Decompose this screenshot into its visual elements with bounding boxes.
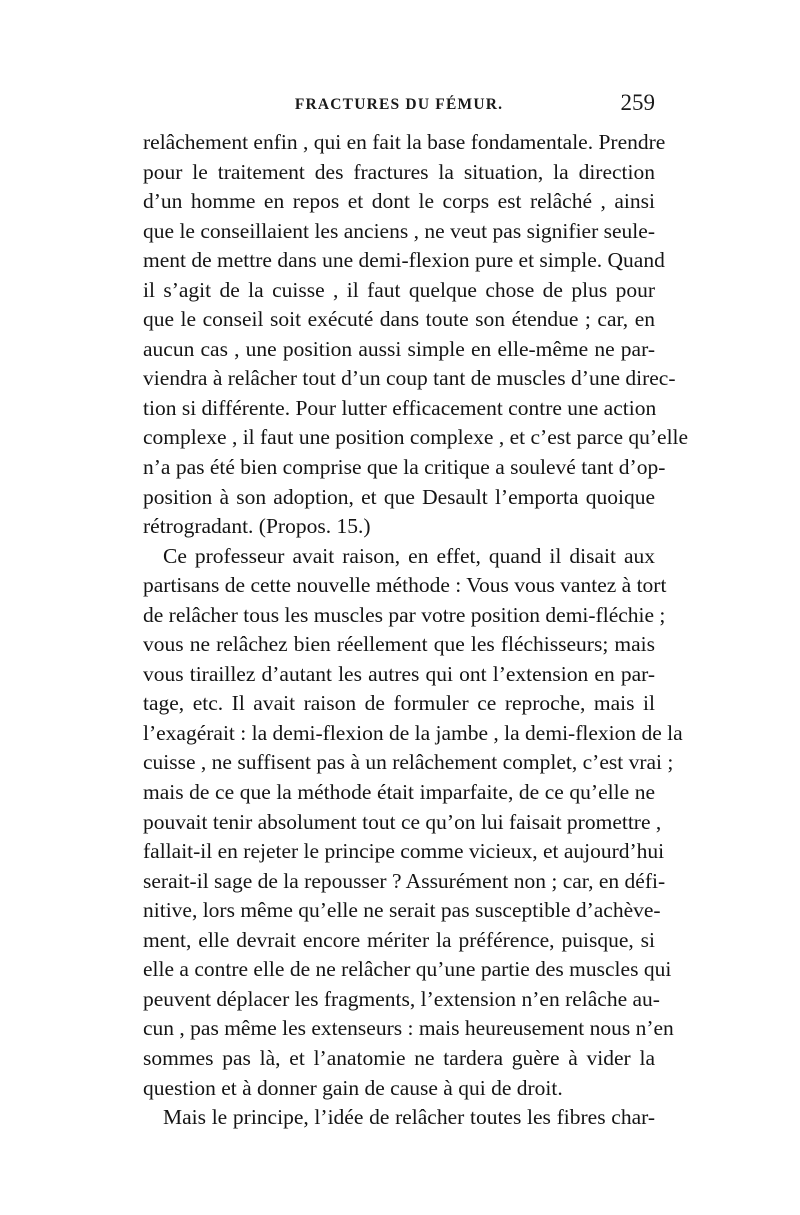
text-line: tage, etc. Il avait raison de formuler ce reproche, mais il — [143, 691, 655, 716]
running-head — [143, 90, 655, 120]
text-line: n’a pas été bien comprise que la critique a soulevé tant d’op- — [143, 455, 666, 480]
text-line: viendra à relâcher tout d’un coup tant de muscles d’une direc- — [143, 366, 676, 391]
paragraph-last-line: question et à donner gain de cause à qui de droit. — [143, 1075, 563, 1100]
text-line: fallait-il en rejeter le principe comme vicieux, et aujourd’hui — [143, 839, 665, 864]
text-line: que le conseillaient les anciens , ne veut pas signifier seule- — [143, 218, 655, 243]
text-line: elle a contre elle de ne relâcher qu’une partie des muscles qui — [143, 957, 672, 982]
text-line: peuvent déplacer les fragments, l’extension n’en relâche au- — [143, 986, 660, 1011]
paragraph-first-line: Ce professeur avait raison, en effet, quand il disait aux — [163, 543, 655, 568]
text-line: partisans de cette nouvelle méthode : Vous vous vantez à tort — [143, 573, 667, 598]
text-line: que le conseil soit exécuté dans toute son étendue ; car, en — [143, 307, 655, 332]
text-line: aucun cas , une position aussi simple en elle-même ne par- — [143, 336, 655, 361]
text-line: de relâcher tous les muscles par votre position demi-fléchie ; — [143, 602, 666, 627]
body-text — [143, 128, 689, 1133]
text-line: cuisse , ne suffisent pas à un relâchement complet, c’est vrai ; — [143, 750, 674, 775]
text-line: vous tiraillez d’autant les autres qui ont l’extension en par- — [143, 661, 655, 686]
paragraph-first-line: Mais le principe, l’idée de relâcher toutes les fibres char- — [163, 1105, 655, 1130]
text-line: il s’agit de la cuisse , il faut quelque chose de plus pour — [143, 277, 655, 302]
text-line: ment, elle devrait encore mériter la préférence, puisque, si — [143, 927, 655, 952]
paragraph-last-line: rétrogradant. (Propos. 15.) — [143, 514, 371, 539]
text-line: l’exagérait : la demi-flexion de la jambe , la demi-flexion de la — [143, 720, 683, 745]
text-line: d’un homme en repos et dont le corps est relâché , ainsi — [143, 189, 655, 214]
page-number: 259 — [620, 90, 655, 115]
text-line: vous ne relâchez bien réellement que les fléchisseurs; mais — [143, 632, 655, 657]
running-title: FRACTURES DU FÉMUR. — [294, 96, 504, 113]
text-line: relâchement enfin , qui en fait la base fondamentale. Prendre — [143, 130, 666, 154]
text-line: serait-il sage de la repousser ? Assurément non ; car, en défi- — [143, 868, 666, 893]
text-line: sommes pas là, et l’anatomie ne tardera guère à vider la — [143, 1045, 655, 1070]
text-line: position à son adoption, et que Desault l’emporta quoique — [143, 484, 655, 509]
text-line: mais de ce que la méthode était imparfaite, de ce qu’elle ne — [143, 780, 655, 805]
text-line: pouvait tenir absolument tout ce qu’on lui faisait promettre , — [143, 809, 662, 834]
text-line: tion si différente. Pour lutter efficacement contre une action — [143, 395, 657, 420]
text-line: complexe , il faut une position complexe , et c’est parce qu’elle — [143, 425, 689, 450]
text-line: ment de mettre dans une demi-flexion pure et simple. Quand — [143, 248, 665, 273]
text-line: pour le traitement des fractures la situation, la direction — [143, 159, 655, 184]
text-line: nitive, lors même qu’elle ne serait pas susceptible d’achève- — [143, 898, 661, 923]
text-line: cun , pas même les extenseurs : mais heureusement nous n’en — [143, 1016, 674, 1041]
